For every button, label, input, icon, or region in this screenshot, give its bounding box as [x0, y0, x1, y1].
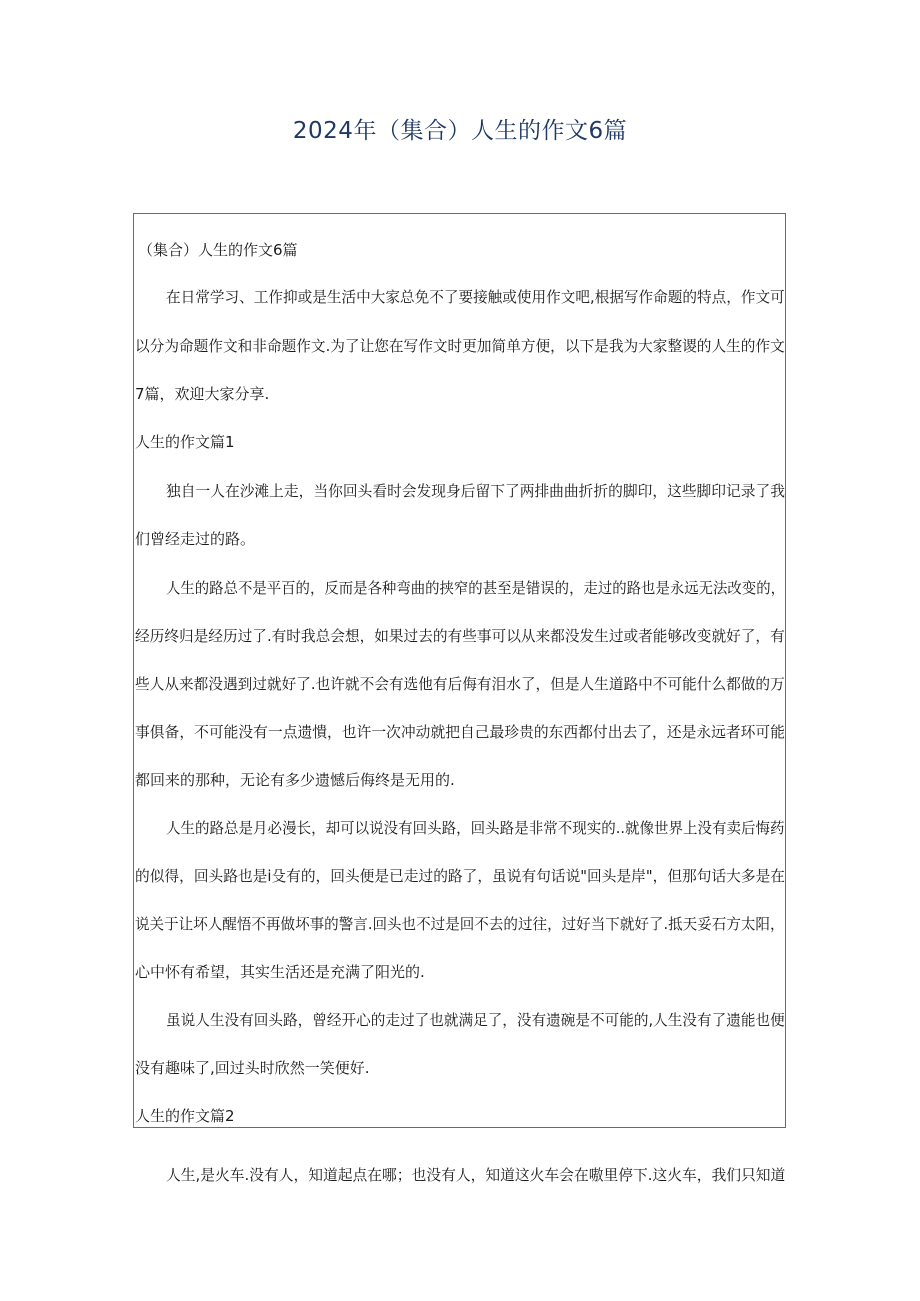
s1p1-line-1: 独自一人在沙滩上走，当你回头看时会发现身后留下了两排曲曲折折的脚印，这些脚印记录了我	[166, 482, 785, 500]
s1p4-line-2: 没有趣味了,回过头时欣然一笑便好.	[135, 1059, 370, 1077]
s1p2-line-4: 事俱备，不可能没有一点遗憒，也许一次冲动就把自己最珍贵的东西都付出去了，还是永远者环可能	[135, 723, 785, 741]
box-heading: （集合）人生的作文6篇	[138, 241, 298, 259]
s1p2-line-2: 经历终归是经历过了.有时我总会想，如果过去的有些事可以从来都没发生过或者能够改变就好了，有	[135, 627, 785, 645]
intro-line-1: 在日常学习、工作抑或是生活中大家总免不了要接触或使用作文吧,根据写作命题的特点，作文可	[166, 288, 785, 306]
intro-line-3: 7篇，欢迎大家分享.	[135, 385, 270, 403]
document-title: 2024年（集合）人生的作文6篇	[292, 118, 628, 144]
s1p3-line-4: 心中怀有希望，其实生活还是充满了阳光的.	[135, 963, 425, 981]
s1p2-line-1: 人生的路总不是平百的，反而是各种弯曲的挟窄的甚至是错误的，走过的路也是永远无法改变的，	[166, 579, 786, 597]
s1p1-line-2: 们曾经走过的路。	[135, 530, 256, 548]
s1p4-line-1: 虽说人生没有回头路，曾经开心的走过了也就满足了，没有遗碗是不可能的,人生没有了遗能也便	[166, 1011, 785, 1029]
s2p1-line-1: 人生,是火车.没有人，知道起点在哪；也没有人，知道这火车会在嗷里停下.这火车，我们只知道	[166, 1166, 786, 1184]
s1p2-line-5: 都回来的那种，无论有多少遗憾后侮终是无用的.	[135, 771, 455, 789]
s1p3-line-2: 的似得，回头路也是i殳有的，回头便是已走过的路了，虽说有句话说"回头是岸"，但那句话大多是在	[135, 867, 785, 885]
section-heading-1: 人生的作文篇1	[135, 433, 235, 451]
s1p2-line-3: 些人从来都没遇到过就好了.也许就不会有选他有后侮有泪水了，但是人生道路中不可能什么都做的万	[135, 675, 785, 693]
s1p3-line-3: 说关于让坏人醒悟不再做坏事的警言.回头也不过是回不去的过往，过好当下就好了.抵天妥石方太阳，	[135, 915, 785, 933]
section-heading-2: 人生的作文篇2	[135, 1107, 235, 1125]
intro-line-2: 以分为命题作文和非命题作文.为了让您在写作文时更加简单方便，以下是我为大家整谡的人生的作文	[135, 337, 785, 355]
s1p3-line-1: 人生的路总是月必漫长，却可以说没有回头路，回头路是非常不现实的..就像世界上没有卖后悔药	[166, 819, 785, 837]
